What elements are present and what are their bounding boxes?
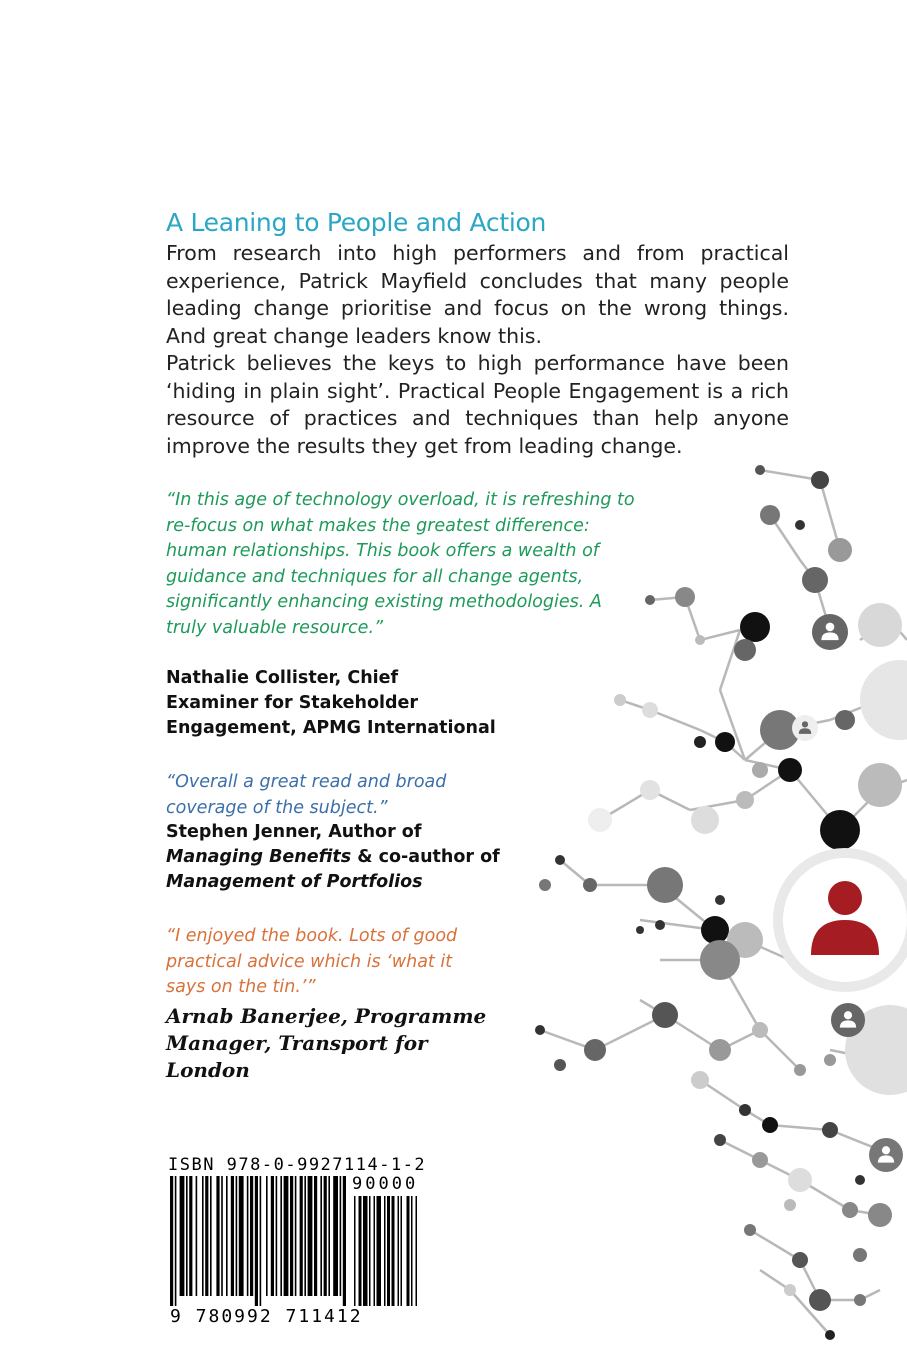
person-icon: [792, 715, 818, 741]
network-node-icon: [752, 1152, 768, 1168]
price-addon-code: 90000: [352, 1174, 419, 1194]
network-node-icon: [822, 1122, 838, 1138]
network-node-icon: [795, 520, 805, 530]
network-node-icon: [588, 808, 612, 832]
network-node-icon: [842, 1202, 858, 1218]
barcode-digits: 9 780992 711412: [170, 1306, 363, 1327]
network-node-icon: [784, 1284, 796, 1296]
network-node-icon: [701, 916, 729, 944]
network-node-icon: [739, 1104, 751, 1116]
network-node-icon: [583, 878, 597, 892]
network-node-icon: [655, 920, 665, 930]
network-node-icon: [802, 567, 828, 593]
network-node-icon: [794, 1064, 806, 1076]
network-node-icon: [647, 867, 683, 903]
network-node-icon: [715, 732, 735, 752]
network-node-icon: [860, 660, 907, 740]
network-node-icon: [752, 1022, 768, 1038]
network-node-icon: [854, 1294, 866, 1306]
endorsement-attribution-3: Arnab Banerjee, Programme Manager, Transport for London: [166, 1004, 487, 1082]
network-node-icon: [858, 603, 902, 647]
network-node-icon: [784, 1199, 796, 1211]
blurb-paragraph-1: From research into high performers and from practical experience, Patrick Mayfield concludes that many people leading change prioritise and focus on the wrong things. And great change leaders know this.: [166, 241, 789, 348]
network-node-icon: [828, 538, 852, 562]
cover-heading: A Leaning to People and Action: [166, 208, 547, 237]
endorsement-quote-2: “Overall a great read and broad coverage of the subject.”: [166, 772, 447, 818]
book-title: Managing Benefits: [166, 847, 352, 867]
network-node-icon: [778, 758, 802, 782]
network-node-icon: [858, 763, 902, 807]
network-node-icon: [868, 1203, 892, 1227]
network-node-icon: [824, 1054, 836, 1066]
endorser-role: & co-author of: [357, 847, 500, 867]
person-icon: [773, 848, 907, 992]
endorsement-quote-3: “I enjoyed the book. Lots of good practical advice which is ‘what it says on the tin.’”: [166, 926, 458, 997]
network-node-icon: [855, 1175, 865, 1185]
network-node-icon: [695, 635, 705, 645]
network-node-icon: [645, 595, 655, 605]
barcode-icon: [168, 1176, 424, 1308]
isbn-label: ISBN 978-0-9927114-1-2: [168, 1155, 427, 1175]
network-node-icon: [555, 855, 565, 865]
endorser-role: Chief Examiner for Stakeholder Engagement, APMG International: [166, 668, 496, 738]
network-node-icon: [691, 806, 719, 834]
network-node-icon: [700, 940, 740, 980]
network-node-icon: [820, 810, 860, 850]
person-icon: [812, 614, 848, 650]
network-node-icon: [744, 1224, 756, 1236]
network-node-icon: [734, 639, 756, 661]
endorser-name: Stephen Jenner,: [166, 822, 323, 842]
network-node-icon: [636, 926, 644, 934]
cover-blurb: [166, 240, 789, 460]
endorsement-attribution-2: [166, 820, 506, 895]
network-node-icon: [755, 465, 765, 475]
network-node-icon: [642, 702, 658, 718]
network-node-icon: [714, 1134, 726, 1146]
network-node-icon: [792, 1252, 808, 1268]
network-node-icon: [760, 505, 780, 525]
blurb-paragraph-2: Patrick believes the keys to high performance have been ‘hiding in plain sight’. Practical People Engagement is a rich resource of practices and techniques than help anyone improve the results they get from leading change.: [166, 351, 789, 458]
network-node-icon: [539, 879, 551, 891]
network-node-icon: [691, 1071, 709, 1089]
network-node-icon: [736, 791, 754, 809]
network-node-icon: [853, 1248, 867, 1262]
network-node-icon: [584, 1039, 606, 1061]
network-node-icon: [640, 780, 660, 800]
network-node-icon: [709, 1039, 731, 1061]
network-node-icon: [788, 1168, 812, 1192]
network-node-icon: [811, 471, 829, 489]
network-node-icon: [675, 587, 695, 607]
network-node-icon: [652, 1002, 678, 1028]
network-node-icon: [614, 694, 626, 706]
endorsement-quote-1: “In this age of technology overload, it is refreshing to re-focus on what makes the greatest difference: human relationships. This book offers a wealth of guidance and techniques for all change agents, significantly enhancing existing methodologies. A truly valuable resource.”: [166, 490, 635, 638]
endorser-name: Nathalie Collister,: [166, 668, 342, 688]
endorsement-attribution-1: [166, 666, 496, 741]
network-node-icon: [809, 1289, 831, 1311]
network-node-icon: [535, 1025, 545, 1035]
person-icon: [831, 1003, 865, 1037]
person-icon: [869, 1138, 903, 1172]
network-node-icon: [825, 1330, 835, 1340]
network-node-icon: [835, 710, 855, 730]
book-title: Management of Portfolios: [166, 872, 423, 892]
endorser-role: Author of: [328, 822, 422, 842]
network-node-icon: [554, 1059, 566, 1071]
network-node-icon: [762, 1117, 778, 1133]
network-node-icon: [740, 612, 770, 642]
network-node-icon: [715, 895, 725, 905]
network-node-icon: [694, 736, 706, 748]
network-node-icon: [752, 762, 768, 778]
